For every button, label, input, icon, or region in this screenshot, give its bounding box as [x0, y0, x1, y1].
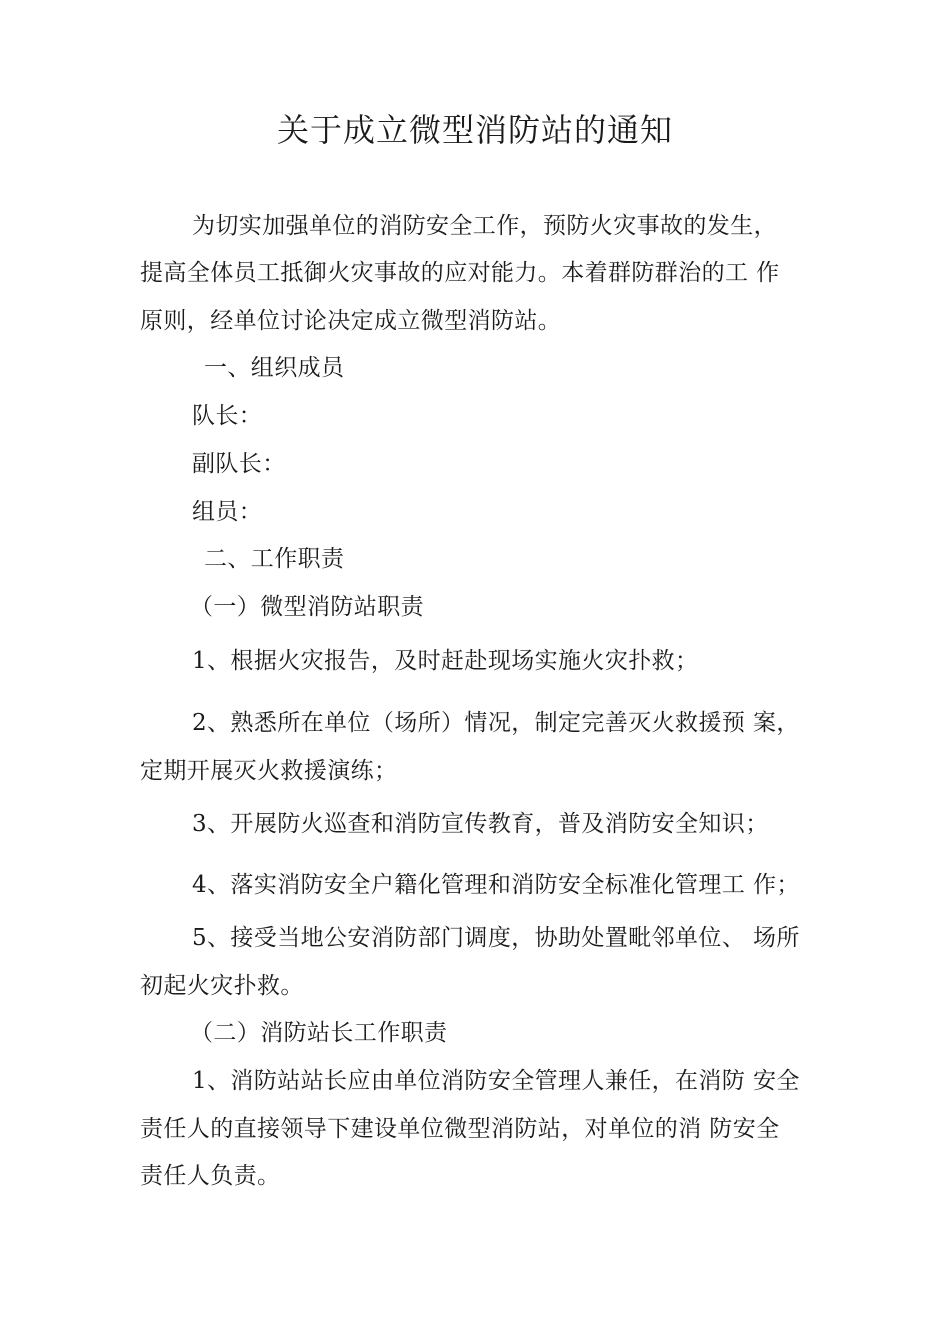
- field-label-vice-captain: 副队长：: [192, 451, 286, 477]
- section-heading: 二、工作职责: [204, 546, 345, 572]
- list-item: 1、消防站站长应由单位消防安全管理人兼任，在消防 安全: [192, 1068, 800, 1094]
- list-item-continuation: 责任人的直接领导下建设单位微型消防站，对单位的消 防安全: [140, 1116, 780, 1142]
- list-item-continuation: 定期开展灭火救援演练；: [140, 758, 398, 784]
- list-item: 3、开展防火巡查和消防宣传教育，普及消防安全知识；: [192, 811, 769, 837]
- list-item: 5、接受当地公安消防部门调度，协助处置毗邻单位、 场所: [192, 925, 800, 951]
- list-item: 2、熟悉所在单位（场所）情况，制定完善灭火救援预 案，: [192, 710, 800, 736]
- paragraph-line: 原则，经单位讨论决定成立微型消防站。: [140, 308, 562, 334]
- field-label-captain: 队长：: [192, 403, 263, 429]
- list-item: 4、落实消防安全户籍化管理和消防安全标准化管理工 作；: [192, 872, 800, 898]
- subsection-heading: （二）消防站长工作职责: [190, 1020, 448, 1046]
- document-title: 关于成立微型消防站的通知: [276, 111, 673, 149]
- list-item: 1、根据火灾报告，及时赶赴现场实施火灾扑救；: [192, 648, 699, 674]
- list-item-continuation: 责任人负责。: [140, 1163, 281, 1189]
- field-label-members: 组员：: [192, 499, 263, 525]
- section-heading: 一、组织成员: [204, 355, 345, 381]
- list-item-continuation: 初起火灾扑救。: [140, 973, 304, 999]
- paragraph-line: 提高全体员工抵御火灾事故的应对能力。本着群防群治的工 作: [140, 260, 780, 286]
- paragraph-line: 为切实加强单位的消防安全工作，预防火灾事故的发生，: [192, 213, 777, 239]
- subsection-heading: （一）微型消防站职责: [190, 594, 424, 620]
